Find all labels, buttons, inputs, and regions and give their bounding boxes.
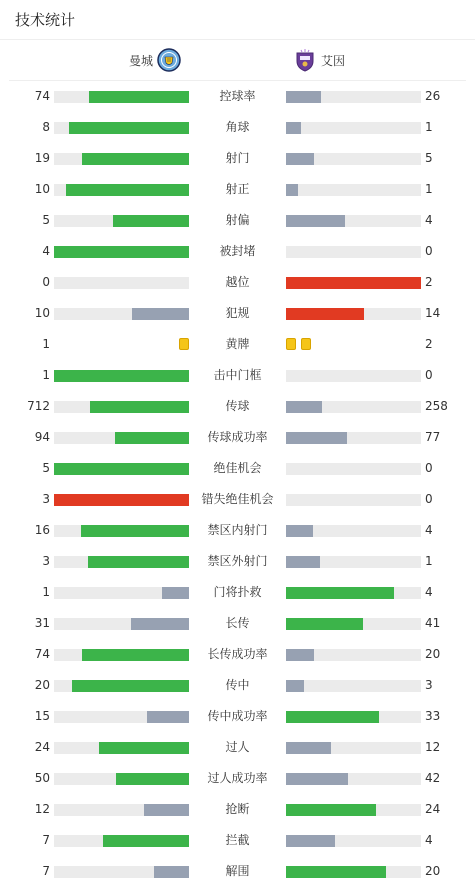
home-stat-bar-track — [54, 277, 189, 289]
home-team[interactable] — [125, 48, 181, 72]
home-stat-bar-track — [54, 184, 189, 196]
away-stat-value: 1 — [425, 182, 433, 196]
away-stat-bar-track — [286, 153, 421, 165]
stat-row — [0, 236, 475, 267]
home-stat-bar — [54, 463, 189, 475]
away-stat-value: 0 — [425, 368, 433, 382]
away-stat-bar-track — [286, 866, 421, 878]
home-stat-bar — [113, 215, 189, 227]
stat-label: 黄牌 — [225, 337, 250, 351]
away-stat-value: 26 — [425, 89, 441, 103]
away-stat-value: 4 — [425, 833, 433, 847]
home-stat-bar — [131, 618, 189, 630]
home-stat-bar — [90, 401, 189, 413]
stat-label: 被封堵 — [219, 244, 256, 258]
stat-row — [0, 329, 475, 360]
away-stat-value: 24 — [425, 802, 441, 816]
stat-label: 射门 — [225, 151, 250, 165]
stat-row — [0, 794, 475, 825]
home-stat-bar-track — [54, 618, 189, 630]
away-stat-value: 41 — [425, 616, 441, 630]
home-stat-bar — [72, 680, 189, 692]
stat-row — [0, 453, 475, 484]
home-stat-bar-track — [54, 401, 189, 413]
home-stat-bar — [54, 494, 189, 506]
stat-label: 传球成功率 — [207, 430, 268, 444]
home-stat-value: 1 — [42, 368, 50, 382]
home-stat-value: 8 — [42, 120, 50, 134]
home-stat-bar-track — [54, 649, 189, 661]
yellow-card-icon — [179, 338, 189, 350]
home-stat-bar-track — [54, 556, 189, 568]
home-stat-bar-track — [54, 432, 189, 444]
away-stat-bar-track — [286, 494, 421, 506]
away-stat-bar-track — [286, 649, 421, 661]
home-stat-bar-track — [54, 804, 189, 816]
home-stat-value: 7 — [42, 864, 50, 878]
home-stat-value: 74 — [34, 647, 50, 661]
away-stat-bar — [286, 587, 394, 599]
stat-row — [0, 205, 475, 236]
stat-label: 拦截 — [225, 833, 250, 847]
stat-row — [0, 763, 475, 794]
yellow-card-icon — [301, 338, 311, 350]
stat-label: 控球率 — [219, 89, 256, 103]
home-stat-bar — [81, 525, 189, 537]
stat-label: 角球 — [225, 120, 250, 134]
home-stat-value: 74 — [34, 89, 50, 103]
stat-row — [0, 825, 475, 856]
stat-row — [0, 112, 475, 143]
stat-row — [0, 577, 475, 608]
home-stat-value: 4 — [42, 244, 50, 258]
away-stat-bar — [286, 308, 364, 320]
away-stat-bar-track — [286, 432, 421, 444]
away-team[interactable] — [293, 48, 349, 72]
home-stat-bar-track — [54, 866, 189, 878]
home-stat-bar — [89, 91, 189, 103]
stat-row — [0, 732, 475, 763]
away-stat-value: 33 — [425, 709, 441, 723]
away-stat-bar-track — [286, 835, 421, 847]
stats-header — [0, 0, 475, 40]
home-stat-value: 10 — [34, 306, 50, 320]
stat-row — [0, 360, 475, 391]
away-stat-bar-track — [286, 804, 421, 816]
away-stat-bar — [286, 773, 348, 785]
away-stat-value: 2 — [425, 337, 433, 351]
away-stat-bar — [286, 432, 347, 444]
home-stat-value: 50 — [34, 771, 50, 785]
away-stat-bar — [286, 184, 298, 196]
home-team-name: 曼城 — [128, 53, 153, 68]
home-stat-value: 0 — [42, 275, 50, 289]
away-stat-value: 4 — [425, 213, 433, 227]
stat-row — [0, 422, 475, 453]
away-stat-value: 4 — [425, 585, 433, 599]
home-stat-bar — [99, 742, 189, 754]
stat-row — [0, 298, 475, 329]
away-stat-value: 20 — [425, 647, 441, 661]
stat-row — [0, 515, 475, 546]
stat-row — [0, 608, 475, 639]
stat-label: 传球 — [225, 399, 250, 413]
away-stat-bar — [286, 711, 379, 723]
stat-label: 过人 — [225, 740, 250, 754]
home-stat-value: 15 — [34, 709, 50, 723]
away-stat-value: 0 — [425, 244, 433, 258]
stat-label: 过人成功率 — [207, 771, 268, 785]
away-stat-bar — [286, 835, 335, 847]
home-stat-bar-track — [54, 215, 189, 227]
home-stat-bar — [162, 587, 189, 599]
away-stat-bar-track — [286, 91, 421, 103]
home-stat-value: 712 — [27, 399, 50, 413]
away-stat-value: 42 — [425, 771, 441, 785]
home-stat-bar — [88, 556, 189, 568]
away-stat-value: 77 — [425, 430, 441, 444]
yellow-card-icon — [286, 338, 296, 350]
home-stat-bar-track — [54, 525, 189, 537]
home-stat-bar — [144, 804, 189, 816]
home-stat-bar-track — [54, 587, 189, 599]
stat-row — [0, 856, 475, 887]
home-stat-bar-track — [54, 494, 189, 506]
away-stat-bar-track — [286, 680, 421, 692]
away-stat-value: 14 — [425, 306, 441, 320]
home-stat-bar-track — [54, 680, 189, 692]
home-stat-value: 1 — [42, 337, 50, 351]
page-title: 技术统计 — [15, 11, 76, 29]
away-stat-value: 258 — [425, 399, 448, 413]
stat-row — [0, 639, 475, 670]
away-stat-value: 20 — [425, 864, 441, 878]
home-stat-bar — [54, 370, 189, 382]
stat-label: 解围 — [225, 864, 250, 878]
away-stat-bar — [286, 556, 320, 568]
home-stat-value: 3 — [42, 492, 50, 506]
stat-label: 犯规 — [225, 306, 250, 320]
away-stat-bar — [286, 122, 301, 134]
away-stat-bar — [286, 525, 313, 537]
away-stat-bar — [286, 680, 304, 692]
al-ain-badge-icon — [293, 48, 317, 72]
home-stat-bar — [116, 773, 189, 785]
home-stat-value: 20 — [34, 678, 50, 692]
home-stat-bar — [147, 711, 189, 723]
home-stat-bar-track — [54, 370, 189, 382]
away-stat-bar — [286, 215, 345, 227]
teams-bar — [9, 40, 466, 81]
home-stat-value: 94 — [34, 430, 50, 444]
away-stat-bar-track — [286, 618, 421, 630]
stat-label: 禁区外射门 — [207, 554, 268, 568]
away-stat-bar-track — [286, 122, 421, 134]
stat-row — [0, 546, 475, 577]
stat-label: 长传 — [225, 616, 250, 630]
home-stat-bar — [69, 122, 189, 134]
away-stat-bar-track — [286, 587, 421, 599]
away-team-name: 艾因 — [321, 53, 346, 68]
home-stat-bar-track — [54, 773, 189, 785]
away-stat-value: 0 — [425, 461, 433, 475]
away-stat-bar-track — [286, 742, 421, 754]
home-stat-value: 1 — [42, 585, 50, 599]
home-stat-value: 7 — [42, 833, 50, 847]
home-stat-bar — [115, 432, 189, 444]
home-stat-bar — [103, 835, 189, 847]
stat-label: 越位 — [225, 275, 250, 289]
stat-row — [0, 391, 475, 422]
away-stat-bar — [286, 866, 386, 878]
home-stat-bar-track — [54, 153, 189, 165]
away-stat-bar — [286, 649, 314, 661]
away-stat-value: 1 — [425, 554, 433, 568]
away-stat-bar — [286, 277, 421, 289]
away-stat-bar — [286, 618, 363, 630]
stat-label: 击中门框 — [213, 368, 262, 382]
away-stat-bar — [286, 153, 314, 165]
away-stat-bar-track — [286, 401, 421, 413]
away-stat-bar-track — [286, 308, 421, 320]
away-stat-bar-track — [286, 215, 421, 227]
away-stat-bar-track — [286, 246, 421, 258]
stat-label: 射正 — [225, 182, 250, 196]
home-stat-value: 3 — [42, 554, 50, 568]
away-stat-bar — [286, 401, 322, 413]
home-stat-bar-track — [54, 122, 189, 134]
away-stat-bar — [286, 742, 331, 754]
away-stat-value: 12 — [425, 740, 441, 754]
home-stat-value: 19 — [34, 151, 50, 165]
home-stat-value: 10 — [34, 182, 50, 196]
stat-label: 错失绝佳机会 — [201, 492, 274, 506]
home-stat-bar — [66, 184, 189, 196]
home-stat-bar-track — [54, 463, 189, 475]
home-stat-bar — [82, 649, 189, 661]
stat-row — [0, 143, 475, 174]
home-stat-bar — [154, 866, 189, 878]
home-stat-value: 5 — [42, 461, 50, 475]
away-stat-value: 0 — [425, 492, 433, 506]
away-stat-value: 4 — [425, 523, 433, 537]
home-stat-bar-track — [54, 91, 189, 103]
away-stat-bar-track — [286, 556, 421, 568]
stat-row — [0, 81, 475, 112]
home-stat-bar-track — [54, 246, 189, 258]
home-stat-bar-track — [54, 742, 189, 754]
home-stat-bar — [132, 308, 189, 320]
home-stat-bar-track — [54, 308, 189, 320]
away-stat-bar-track — [286, 370, 421, 382]
away-stat-bar-track — [286, 184, 421, 196]
away-stat-bar-track — [286, 525, 421, 537]
away-stat-bar-track — [286, 277, 421, 289]
home-stat-bar — [82, 153, 189, 165]
away-stat-value: 3 — [425, 678, 433, 692]
away-stat-bar-track — [286, 463, 421, 475]
home-stat-value: 31 — [34, 616, 50, 630]
stat-label: 射偏 — [225, 213, 250, 227]
home-stat-value: 16 — [34, 523, 50, 537]
stat-row — [0, 484, 475, 515]
stat-label: 传中 — [225, 678, 250, 692]
away-stat-value: 2 — [425, 275, 433, 289]
stat-label: 门将扑救 — [213, 585, 262, 599]
home-stat-bar-track — [54, 835, 189, 847]
stat-label: 绝佳机会 — [213, 461, 262, 475]
home-stat-value: 12 — [34, 802, 50, 816]
stat-label: 禁区内射门 — [207, 523, 268, 537]
stat-row — [0, 174, 475, 205]
home-stat-value: 5 — [42, 213, 50, 227]
away-stat-bar-track — [286, 711, 421, 723]
home-stat-bar-track — [54, 711, 189, 723]
stat-label: 传中成功率 — [207, 709, 268, 723]
stat-label: 抢断 — [225, 802, 250, 816]
away-stat-bar — [286, 804, 376, 816]
stat-row — [0, 701, 475, 732]
stat-row — [0, 670, 475, 701]
away-stat-bar — [286, 91, 321, 103]
home-stat-value: 24 — [34, 740, 50, 754]
away-stat-bar-track — [286, 773, 421, 785]
away-stat-value: 5 — [425, 151, 433, 165]
stat-label: 长传成功率 — [207, 647, 268, 661]
away-stat-value: 1 — [425, 120, 433, 134]
stat-row — [0, 267, 475, 298]
manchester-city-badge-icon — [157, 48, 181, 72]
home-stat-bar — [54, 246, 189, 258]
